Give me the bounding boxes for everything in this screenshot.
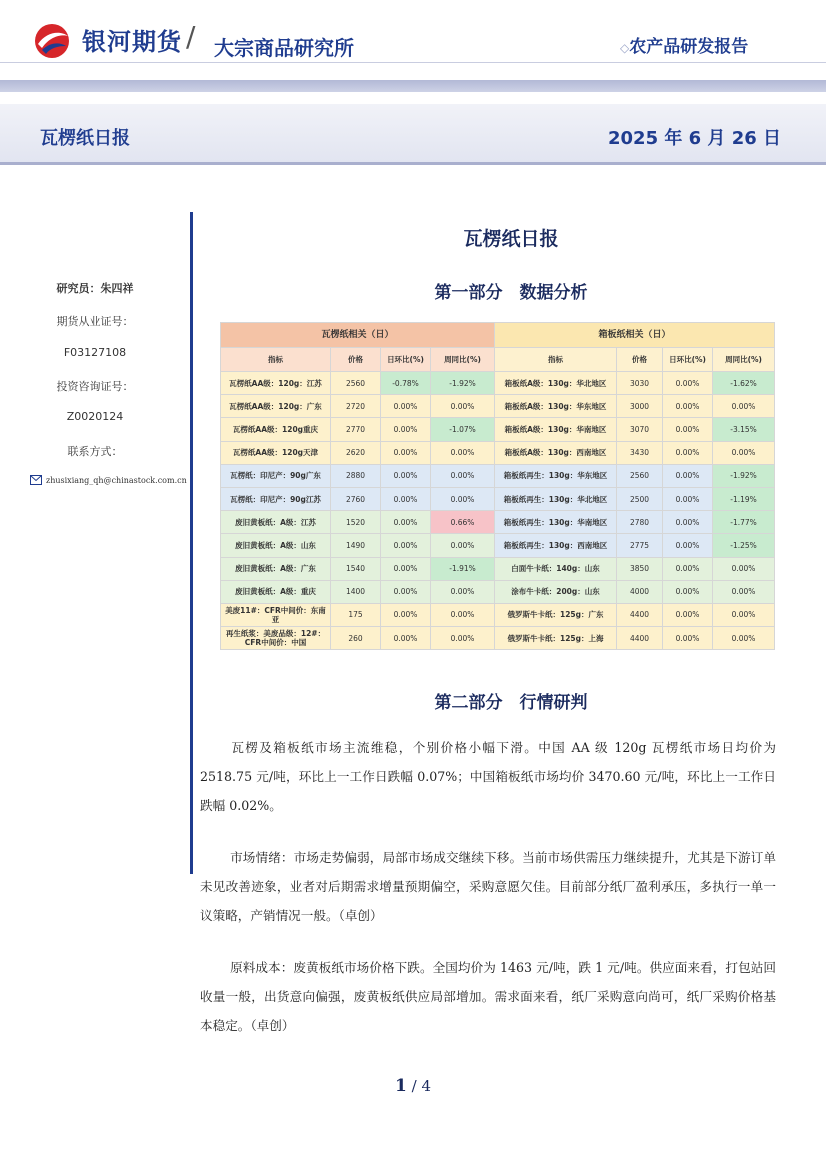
value-cell: 0.00% xyxy=(663,511,713,534)
paragraph-text: 市场情绪：市场走势偏弱，局部市场成交继续下移。当前市场供需压力继续提升，尤其是下游订单未见改善迹象，业者对后期需求增量预期偏空，采购意愿欠佳。目前部分纸厂盈利承压，多执行一单一议策略，产销情况一般。（卓创） xyxy=(200,850,776,923)
value-cell: 0.00% xyxy=(381,580,431,603)
indicator-cell: 俄罗斯牛卡纸：125g：广东 xyxy=(495,603,617,626)
indicator-cell: 瓦楞纸：印尼产：90g广东 xyxy=(221,464,331,487)
value-cell: 3850 xyxy=(617,557,663,580)
value-cell: 0.00% xyxy=(663,372,713,395)
value-cell: 4400 xyxy=(617,627,663,650)
value-cell: 0.00% xyxy=(381,441,431,464)
value-cell: 0.00% xyxy=(713,557,775,580)
indicator-cell: 废旧黄板纸：A级：重庆 xyxy=(221,580,331,603)
diamond-icon: ◇ xyxy=(620,41,630,55)
value-cell: 0.00% xyxy=(663,464,713,487)
market-summary-paragraph xyxy=(200,733,776,820)
value-cell: 2560 xyxy=(331,372,381,395)
table-row xyxy=(221,511,775,534)
value-cell: 2775 xyxy=(617,534,663,557)
report-title: 瓦楞纸日报 xyxy=(40,128,130,149)
value-cell: 2760 xyxy=(331,487,381,510)
value-cell: 1540 xyxy=(331,557,381,580)
report-type xyxy=(620,32,748,57)
column-header: 周同比(%) xyxy=(431,348,495,372)
value-cell: 0.00% xyxy=(663,487,713,510)
value-cell: -1.25% xyxy=(713,534,775,557)
value-cell: 0.00% xyxy=(431,395,495,418)
value-cell: 0.00% xyxy=(431,580,495,603)
value-cell: 0.00% xyxy=(713,395,775,418)
indicator-cell: 箱板纸再生：130g：华南地区 xyxy=(495,511,617,534)
value-cell: -1.77% xyxy=(713,511,775,534)
header-divider xyxy=(0,62,826,63)
value-cell: 0.00% xyxy=(431,603,495,626)
value-cell: 0.00% xyxy=(663,580,713,603)
raw-material-cost-paragraph xyxy=(200,953,776,1040)
indicator-cell: 废旧黄板纸：A级：江苏 xyxy=(221,511,331,534)
value-cell: 0.00% xyxy=(381,603,431,626)
page-separator: / xyxy=(411,1077,417,1095)
value-cell: 0.00% xyxy=(381,395,431,418)
galaxy-futures-logo-icon xyxy=(32,22,72,60)
value-cell: 0.00% xyxy=(381,557,431,580)
table-row xyxy=(221,441,775,464)
value-cell: 1520 xyxy=(331,511,381,534)
column-header: 指标 xyxy=(495,348,617,372)
page-current: 1 xyxy=(394,1076,407,1096)
value-cell: -1.92% xyxy=(431,372,495,395)
value-cell: 0.00% xyxy=(431,464,495,487)
corrugated-category-header: 瓦楞纸相关（日） xyxy=(221,323,495,348)
email-address[interactable]: zhusixiang_qh@chinastock.com.cn xyxy=(46,475,187,485)
value-cell: 0.00% xyxy=(663,627,713,650)
value-cell: 0.00% xyxy=(381,534,431,557)
indicator-cell: 箱板纸A级：130g：华南地区 xyxy=(495,418,617,441)
price-data-table xyxy=(220,322,775,650)
value-cell: -1.19% xyxy=(713,487,775,510)
column-header: 价格 xyxy=(617,348,663,372)
brand-name: 银河期货 xyxy=(82,28,182,56)
column-header: 日环比(%) xyxy=(381,348,431,372)
value-cell: 0.00% xyxy=(431,534,495,557)
value-cell: 3030 xyxy=(617,372,663,395)
invest-cert-number: Z0020124 xyxy=(66,410,124,423)
main-title: 瓦楞纸日报 xyxy=(463,228,559,250)
value-cell: 0.00% xyxy=(381,511,431,534)
table-row xyxy=(221,580,775,603)
value-cell: 0.00% xyxy=(713,441,775,464)
value-cell: 2780 xyxy=(617,511,663,534)
value-cell: 2620 xyxy=(331,441,381,464)
column-header: 价格 xyxy=(331,348,381,372)
contact-label: 联系方式： xyxy=(67,445,123,458)
table-row xyxy=(221,464,775,487)
futures-cert-number: F03127108 xyxy=(63,346,127,359)
indicator-cell: 箱板纸A级：130g：华北地区 xyxy=(495,372,617,395)
indicator-cell: 瓦楞纸AA级：120g：江苏 xyxy=(221,372,331,395)
value-cell: 1490 xyxy=(331,534,381,557)
value-cell: 0.00% xyxy=(663,557,713,580)
value-cell: 0.00% xyxy=(663,395,713,418)
table-row xyxy=(221,557,775,580)
invest-cert-label: 投资咨询证号： xyxy=(56,380,134,393)
value-cell: 0.00% xyxy=(381,418,431,441)
value-cell: -1.62% xyxy=(713,372,775,395)
value-cell: 175 xyxy=(331,603,381,626)
section-title-market-judgment: 第二部分 行情研判 xyxy=(434,693,588,713)
value-cell: 2500 xyxy=(617,487,663,510)
sidebar-divider xyxy=(190,212,193,874)
value-cell: 2880 xyxy=(331,464,381,487)
value-cell: 0.00% xyxy=(713,627,775,650)
value-cell: 0.00% xyxy=(431,441,495,464)
indicator-cell: 俄罗斯牛卡纸：125g：上海 xyxy=(495,627,617,650)
indicator-cell: 箱板纸再生：130g：华北地区 xyxy=(495,487,617,510)
table-row xyxy=(221,372,775,395)
indicator-cell: 瓦楞纸：印尼产：90g江苏 xyxy=(221,487,331,510)
value-cell: 0.00% xyxy=(663,441,713,464)
value-cell: 0.00% xyxy=(713,603,775,626)
indicator-cell: 白面牛卡纸：140g：山东 xyxy=(495,557,617,580)
value-cell: 3070 xyxy=(617,418,663,441)
indicator-cell: 箱板纸A级：130g：华东地区 xyxy=(495,395,617,418)
value-cell: -1.92% xyxy=(713,464,775,487)
value-cell: -0.78% xyxy=(381,372,431,395)
value-cell: 0.00% xyxy=(381,487,431,510)
table-header-row xyxy=(221,348,775,372)
indicator-cell: 箱板纸再生：130g：华东地区 xyxy=(495,464,617,487)
indicator-cell: 箱板纸A级：130g：西南地区 xyxy=(495,441,617,464)
value-cell: -1.07% xyxy=(431,418,495,441)
indicator-cell: 瓦楞纸AA级：120g天津 xyxy=(221,441,331,464)
brand-divider: / xyxy=(186,20,196,53)
table-row xyxy=(221,627,775,650)
futures-cert-label: 期货从业证号： xyxy=(56,315,134,328)
value-cell: 4400 xyxy=(617,603,663,626)
table-row xyxy=(221,603,775,626)
value-cell: 0.00% xyxy=(713,580,775,603)
table-row xyxy=(221,418,775,441)
value-cell: 0.00% xyxy=(431,627,495,650)
indicator-cell: 箱板纸再生：130g：西南地区 xyxy=(495,534,617,557)
table-category-row xyxy=(221,323,775,348)
column-header: 日环比(%) xyxy=(663,348,713,372)
value-cell: 2560 xyxy=(617,464,663,487)
value-cell: 0.00% xyxy=(431,487,495,510)
institute-name: 大宗商品研究所 xyxy=(214,36,354,60)
table-row xyxy=(221,534,775,557)
containerboard-category-header: 箱板纸相关（日） xyxy=(495,323,775,348)
researcher-name: 研究员：朱四祥 xyxy=(56,282,134,295)
value-cell: 3430 xyxy=(617,441,663,464)
market-sentiment-paragraph xyxy=(200,843,776,930)
value-cell: 0.00% xyxy=(381,464,431,487)
header-band xyxy=(0,80,826,92)
page-number xyxy=(0,1076,826,1096)
indicator-cell: 废旧黄板纸：A级：山东 xyxy=(221,534,331,557)
indicator-cell: 再生纸浆：美废品级：12#：CFR中间价：中国 xyxy=(221,627,331,650)
table-row xyxy=(221,487,775,510)
indicator-cell: 废旧黄板纸：A级：广东 xyxy=(221,557,331,580)
value-cell: 2720 xyxy=(331,395,381,418)
indicator-cell: 美废11#：CFR中间价：东南亚 xyxy=(221,603,331,626)
paragraph-text: 瓦楞及箱板纸市场主流维稳，个别价格小幅下滑。中国 AA 级 120g 瓦楞纸市场日均价为 2518.75 元/吨，环比上一工作日跌幅 0.07%；中国箱板纸市场均价 3470.60 元/吨，环比上一工作日跌幅 0.02%。 xyxy=(200,740,776,813)
value-cell: 0.00% xyxy=(663,534,713,557)
indicator-cell: 瓦楞纸AA级：120g：广东 xyxy=(221,395,331,418)
value-cell: 4000 xyxy=(617,580,663,603)
value-cell: 1400 xyxy=(331,580,381,603)
section-title-data-analysis: 第一部分 数据分析 xyxy=(434,283,588,303)
table-row xyxy=(221,395,775,418)
email-contact[interactable] xyxy=(30,475,187,485)
indicator-cell: 瓦楞纸AA级：120g重庆 xyxy=(221,418,331,441)
column-header: 指标 xyxy=(221,348,331,372)
value-cell: 260 xyxy=(331,627,381,650)
envelope-icon xyxy=(30,475,42,485)
value-cell: 0.00% xyxy=(381,627,431,650)
value-cell: -1.91% xyxy=(431,557,495,580)
indicator-cell: 涂布牛卡纸：200g：山东 xyxy=(495,580,617,603)
value-cell: 0.66% xyxy=(431,511,495,534)
report-type-label: 农产品研发报告 xyxy=(629,37,749,57)
value-cell: -3.15% xyxy=(713,418,775,441)
report-date: 2025 年 6 月 26 日 xyxy=(608,128,782,149)
value-cell: 0.00% xyxy=(663,418,713,441)
value-cell: 3000 xyxy=(617,395,663,418)
page-total: 4 xyxy=(421,1077,431,1095)
value-cell: 0.00% xyxy=(663,603,713,626)
paragraph-text: 原料成本：废黄板纸市场价格下跌。全国均价为 1463 元/吨，跌 1 元/吨。供应面来看，打包站回收量一般，出货意向偏强，废黄板纸供应局部增加。需求面来看，纸厂采购意向尚可，纸厂采购价格基本稳定。（卓创） xyxy=(200,960,776,1033)
column-header: 周同比(%) xyxy=(713,348,775,372)
value-cell: 2770 xyxy=(331,418,381,441)
